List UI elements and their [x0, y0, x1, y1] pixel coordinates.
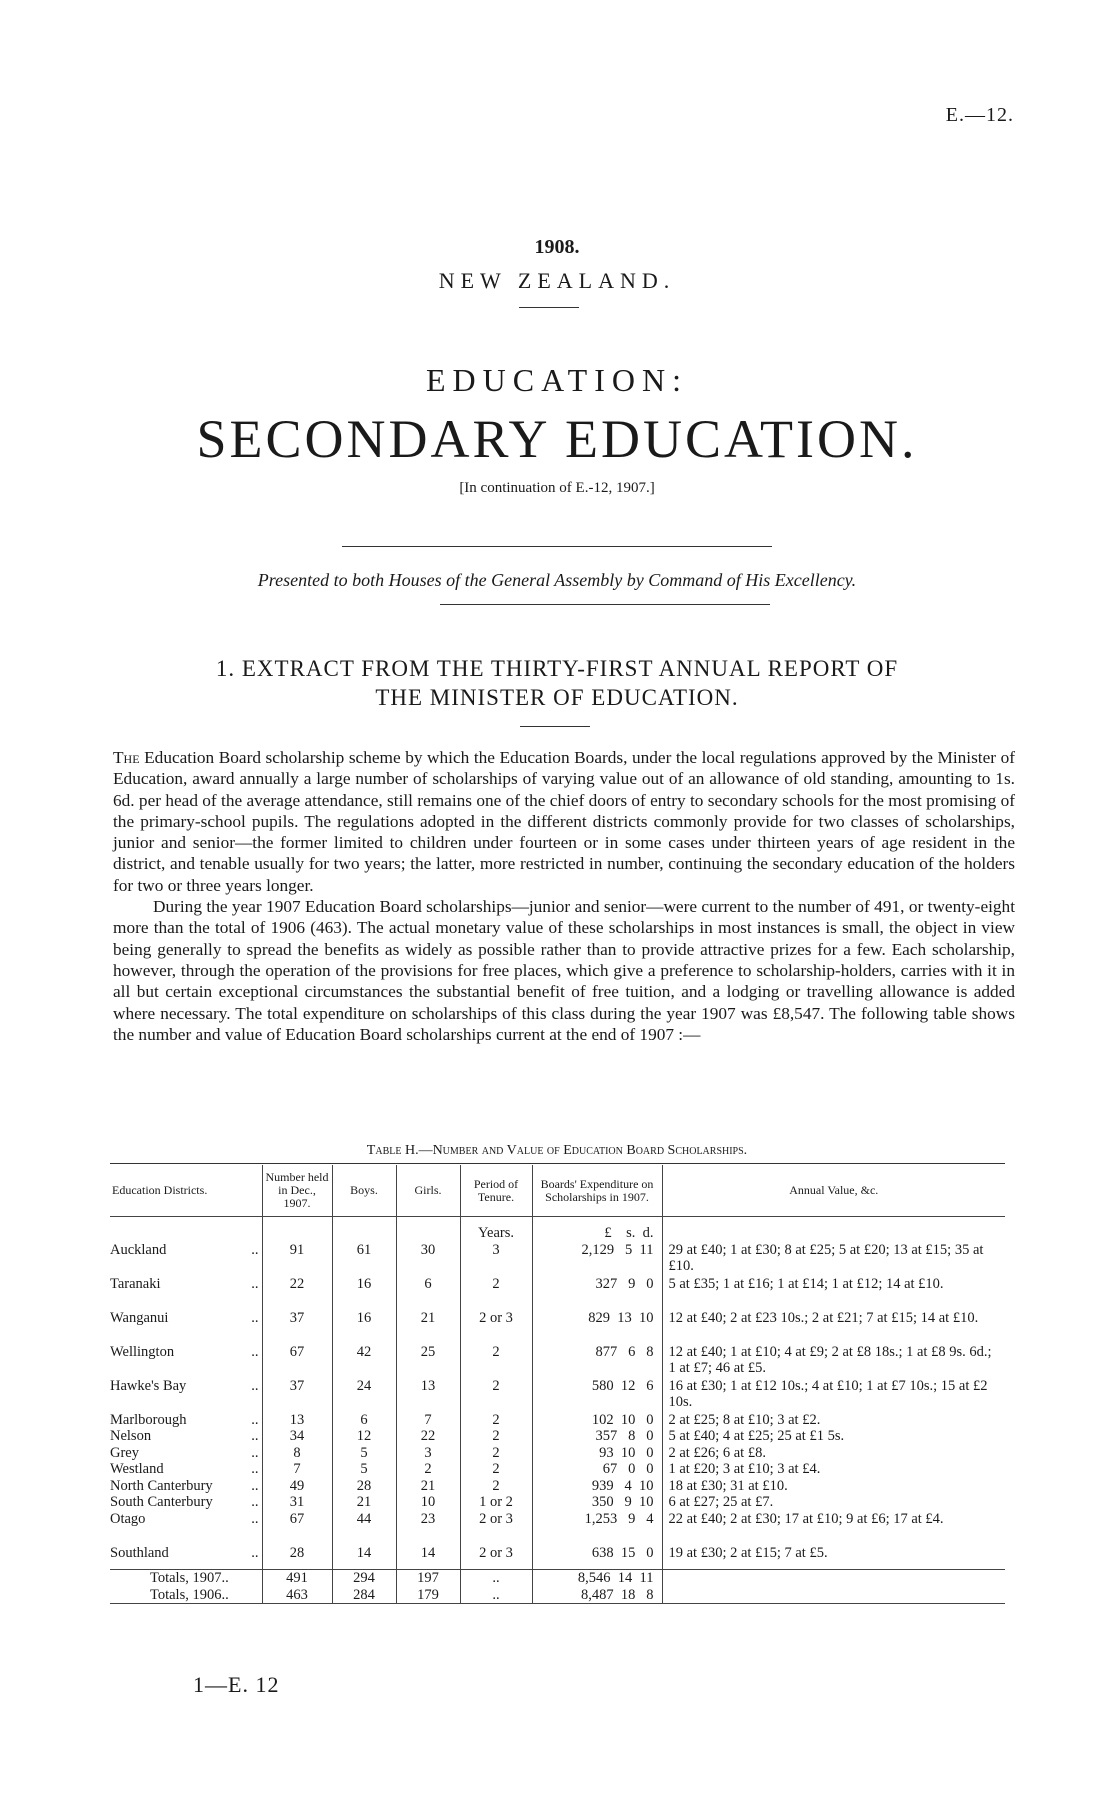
col-header-girls: Girls. — [396, 1165, 460, 1217]
presented-note: Presented to both Houses of the General Assembly by Command of His Excellency. — [257, 570, 857, 590]
table-row — [110, 1242, 1005, 1276]
col-header-period: Period of Tenure. — [460, 1165, 532, 1217]
annual-value-cell: 29 at £40; 1 at £30; 8 at £25; 5 at £20; 13 at £15; 35 at £10. — [662, 1242, 1005, 1276]
district-name: Auckland — [110, 1241, 167, 1258]
girls-cell: 179 — [396, 1587, 460, 1604]
district-name: Marlborough — [110, 1411, 187, 1428]
district-name: Nelson — [110, 1428, 152, 1444]
number-cell: 13 — [262, 1412, 332, 1429]
number-cell: 8 — [262, 1445, 332, 1462]
table-row — [110, 1378, 1005, 1412]
number-cell: 28 — [262, 1545, 332, 1562]
money-unit: £ s. d. — [532, 1225, 662, 1242]
number-cell: 37 — [262, 1310, 332, 1344]
leader-dots: .. — [251, 1461, 259, 1477]
number-cell: 34 — [262, 1428, 332, 1445]
paragraph — [113, 747, 1015, 896]
boys-cell: 12 — [332, 1428, 396, 1445]
district-name: Taranaki — [110, 1275, 161, 1292]
boys-cell: 294 — [332, 1570, 396, 1587]
girls-cell: 2 — [396, 1461, 460, 1478]
expenditure-cell: 8,546 14 11 — [532, 1570, 662, 1587]
annual-value-cell — [662, 1587, 1005, 1604]
period-cell: 2 — [460, 1428, 532, 1445]
annual-value-cell: 6 at £27; 25 at £7. — [662, 1494, 1005, 1511]
units-row — [110, 1225, 1005, 1242]
district-cell — [110, 1242, 262, 1276]
col-header-number: Number held in Dec., 1907. — [262, 1165, 332, 1217]
district-name: Otago — [110, 1510, 146, 1527]
boys-cell: 5 — [332, 1445, 396, 1462]
district-name: South Canterbury — [110, 1494, 213, 1510]
expenditure-cell: 357 8 0 — [532, 1428, 662, 1445]
period-cell: 3 — [460, 1242, 532, 1276]
boys-cell: 16 — [332, 1310, 396, 1344]
expenditure-cell: 102 10 0 — [532, 1412, 662, 1429]
district-name: Wanganui — [110, 1309, 169, 1326]
divider — [342, 546, 772, 547]
period-cell: 2 — [460, 1461, 532, 1478]
table-row — [110, 1545, 1005, 1562]
leader-dots: .. — [251, 1241, 259, 1258]
expenditure-cell: 327 9 0 — [532, 1276, 662, 1310]
table-header-row — [110, 1165, 1005, 1217]
expenditure-cell: 939 4 10 — [532, 1478, 662, 1495]
table-bottom-rule — [110, 1604, 1005, 1607]
boys-cell: 61 — [332, 1242, 396, 1276]
girls-cell: 13 — [396, 1378, 460, 1412]
period-cell: 2 — [460, 1276, 532, 1310]
expenditure-cell: 829 13 10 — [532, 1310, 662, 1344]
district-cell — [110, 1276, 262, 1310]
district-cell — [110, 1310, 262, 1344]
period-cell: 2 — [460, 1478, 532, 1495]
divider — [519, 307, 579, 308]
leader-dots: .. — [251, 1510, 259, 1527]
table-caption: Table H.—Number and Value of Education Board Scholarships. — [366, 1143, 748, 1158]
boys-cell: 16 — [332, 1276, 396, 1310]
leader-dots: .. — [251, 1444, 259, 1461]
expenditure-cell: 638 15 0 — [532, 1545, 662, 1562]
title-top: EDUCATION: — [426, 362, 688, 398]
girls-cell: 3 — [396, 1445, 460, 1462]
annual-value-cell: 16 at £30; 1 at £12 10s.; 4 at £10; 1 at £7 10s.; 15 at £2 10s. — [662, 1378, 1005, 1412]
leader-dots: .. — [251, 1428, 259, 1444]
leader-dots: .. — [251, 1377, 259, 1394]
period-cell: 1 or 2 — [460, 1494, 532, 1511]
annual-value-cell: 5 at £40; 4 at £25; 25 at £1 5s. — [662, 1428, 1005, 1445]
annual-value-cell: 5 at £35; 1 at £16; 1 at £14; 1 at £12; 14 at £10. — [662, 1276, 1005, 1310]
girls-cell: 22 — [396, 1428, 460, 1445]
leader-dots: .. — [251, 1275, 259, 1292]
number-cell: 31 — [262, 1494, 332, 1511]
boys-cell: 14 — [332, 1545, 396, 1562]
boys-cell: 28 — [332, 1478, 396, 1495]
girls-cell: 197 — [396, 1570, 460, 1587]
expenditure-cell: 877 6 8 — [532, 1344, 662, 1378]
title-main: SECONDARY EDUCATION. — [196, 409, 918, 469]
district-name: Westland — [110, 1461, 164, 1477]
expenditure-cell: 350 9 10 — [532, 1494, 662, 1511]
totals-label: Totals, 1907.. — [110, 1570, 262, 1587]
boys-cell: 24 — [332, 1378, 396, 1412]
table-row — [110, 1445, 1005, 1462]
district-cell — [110, 1461, 262, 1478]
annual-value-cell: 22 at £40; 2 at £30; 17 at £10; 9 at £6; 17 at £4. — [662, 1511, 1005, 1545]
girls-cell: 6 — [396, 1276, 460, 1310]
district-cell — [110, 1378, 262, 1412]
district-cell — [110, 1545, 262, 1562]
totals-row — [110, 1570, 1005, 1587]
number-cell: 7 — [262, 1461, 332, 1478]
period-cell: 2 or 3 — [460, 1511, 532, 1545]
boys-cell: 5 — [332, 1461, 396, 1478]
district-cell — [110, 1445, 262, 1462]
boys-cell: 42 — [332, 1344, 396, 1378]
annual-value-cell: 19 at £30; 2 at £15; 7 at £5. — [662, 1545, 1005, 1562]
boys-cell: 284 — [332, 1587, 396, 1604]
totals-row — [110, 1587, 1005, 1604]
annual-value-cell: 12 at £40; 2 at £23 10s.; 2 at £21; 7 at £15; 14 at £10. — [662, 1310, 1005, 1344]
district-name: Southland — [110, 1544, 169, 1561]
boys-cell: 21 — [332, 1494, 396, 1511]
leader-dots: .. — [251, 1477, 259, 1494]
leader-dots: .. — [251, 1494, 259, 1510]
boys-cell: 44 — [332, 1511, 396, 1545]
girls-cell: 21 — [396, 1478, 460, 1495]
leader-dots: .. — [251, 1309, 259, 1326]
year: 1908. — [534, 236, 580, 258]
spacer-row — [110, 1217, 1005, 1226]
girls-cell: 7 — [396, 1412, 460, 1429]
expenditure-cell: 2,129 5 11 — [532, 1242, 662, 1276]
section-heading-line1: 1. EXTRACT FROM THE THIRTY-FIRST ANNUAL REPORT OF — [215, 656, 899, 681]
expenditure-cell: 580 12 6 — [532, 1378, 662, 1412]
annual-value-cell: 2 at £25; 8 at £10; 3 at £2. — [662, 1412, 1005, 1429]
col-header-annual: Annual Value, &c. — [662, 1165, 1005, 1217]
divider — [440, 604, 770, 605]
table-row — [110, 1344, 1005, 1378]
number-cell: 491 — [262, 1570, 332, 1587]
period-cell: 2 — [460, 1412, 532, 1429]
district-cell — [110, 1412, 262, 1429]
totals-label: Totals, 1906.. — [150, 1586, 229, 1603]
number-cell: 91 — [262, 1242, 332, 1276]
expenditure-cell: 93 10 0 — [532, 1445, 662, 1462]
number-cell: 463 — [262, 1587, 332, 1604]
girls-cell: 30 — [396, 1242, 460, 1276]
number-cell: 49 — [262, 1478, 332, 1495]
number-cell: 67 — [262, 1344, 332, 1378]
body-text — [113, 747, 1015, 1045]
district-cell — [110, 1494, 262, 1511]
paragraph-text: Education Board scholarship scheme by which the Education Boards, under the local regulations approved by the Minister of Education, award annually a large number of scholarships of varying value out of an allowance of old standing, amounting to 1s. 6d. per head of the average attendance, still remains one of the chief doors of entry to secondary schools for the most promising of the primary-school pupils. The regulations adopted in the different districts commonly provide for two classes of scholarships, junior and senior—the former limited to children under fourteen or in some cases under thirteen years of age resident in the district, and tenable usually for two years; the latter, more restricted in number, continuing the secondary education of the holders for two or three years longer. — [113, 748, 1015, 895]
leader-dots: .. — [251, 1544, 259, 1561]
annual-value-cell: 1 at £20; 3 at £10; 3 at £4. — [662, 1461, 1005, 1478]
table-row — [110, 1428, 1005, 1445]
district-cell — [110, 1511, 262, 1545]
section-heading-line2: THE MINISTER OF EDUCATION. — [375, 685, 739, 710]
annual-value-cell: 12 at £40; 1 at £10; 4 at £9; 2 at £8 18s.; 1 at £8 9s. 6d.; 1 at £7; 46 at £5. — [662, 1344, 1005, 1378]
continuation-note: [In continuation of E.-12, 1907.] — [459, 480, 655, 496]
number-cell: 37 — [262, 1378, 332, 1412]
period-cell: 2 — [460, 1378, 532, 1412]
period-cell: 2 — [460, 1344, 532, 1378]
period-cell: 2 — [460, 1445, 532, 1462]
table-row — [110, 1478, 1005, 1495]
table-row — [110, 1511, 1005, 1545]
expenditure-cell: 67 0 0 — [532, 1461, 662, 1478]
period-cell: .. — [460, 1570, 532, 1587]
period-cell: 2 or 3 — [460, 1310, 532, 1344]
col-header-district: Education Districts. — [110, 1165, 262, 1217]
district-name: Hawke's Bay — [110, 1377, 187, 1394]
spacer-row — [110, 1561, 1005, 1570]
boys-cell: 6 — [332, 1412, 396, 1429]
paragraph-lead: The — [113, 748, 140, 767]
table-row — [110, 1412, 1005, 1429]
table-row — [110, 1494, 1005, 1511]
leader-dots: .. — [251, 1411, 259, 1428]
expenditure-cell: 1,253 9 4 — [532, 1511, 662, 1545]
district-cell — [110, 1428, 262, 1445]
period-cell: .. — [460, 1587, 532, 1604]
annual-value-cell: 2 at £26; 6 at £8. — [662, 1445, 1005, 1462]
col-header-expenditure: Boards' Expenditure on Scholarships in 1907. — [532, 1165, 662, 1217]
district-cell — [110, 1344, 262, 1378]
expenditure-cell: 8,487 18 8 — [532, 1587, 662, 1604]
district-name: Wellington — [110, 1343, 175, 1360]
divider — [520, 726, 590, 727]
district-name: Grey — [110, 1444, 139, 1461]
girls-cell: 23 — [396, 1511, 460, 1545]
section-heading — [0, 654, 1114, 712]
girls-cell: 25 — [396, 1344, 460, 1378]
annual-value-cell: 18 at £30; 31 at £10. — [662, 1478, 1005, 1495]
girls-cell: 10 — [396, 1494, 460, 1511]
annual-value-cell — [662, 1570, 1005, 1587]
girls-cell: 14 — [396, 1545, 460, 1562]
country-heading: NEW ZEALAND. — [438, 268, 676, 293]
table-top-rule — [110, 1163, 1005, 1164]
number-cell: 67 — [262, 1511, 332, 1545]
document-reference: E.—12. — [945, 104, 1014, 126]
number-cell: 22 — [262, 1276, 332, 1310]
leader-dots: .. — [251, 1343, 259, 1360]
paragraph: During the year 1907 Education Board scholarships—junior and senior—were current to the number of 491, or twenty-eight more than the total of 1906 (463). The actual monetary value of these scholarships in most instances is small, the object in view being generally to spread the benefits as widely as possible rather than to provide attractive prizes for a few. Each scholarship, however, through the operation of the provisions for free places, which give a preference to scholarship-holders, carries with it in all but certain exceptional circumstances the substantial benefit of free tuition, and a lodging or travelling allowance is added where necessary. The total expenditure on scholarships of this class during the year 1907 was £8,547. The following table shows the number and value of Education Board scholarships current at the end of 1907 :— — [113, 897, 1015, 1044]
page-signature: 1—E. 12 — [193, 1672, 280, 1697]
scholarship-table — [110, 1165, 1005, 1606]
table-row — [110, 1461, 1005, 1478]
girls-cell: 21 — [396, 1310, 460, 1344]
col-header-boys: Boys. — [332, 1165, 396, 1217]
period-unit: Years. — [460, 1225, 532, 1242]
table-row — [110, 1276, 1005, 1310]
period-cell: 2 or 3 — [460, 1545, 532, 1562]
district-cell — [110, 1478, 262, 1495]
table-row — [110, 1310, 1005, 1344]
district-name: North Canterbury — [110, 1477, 213, 1494]
